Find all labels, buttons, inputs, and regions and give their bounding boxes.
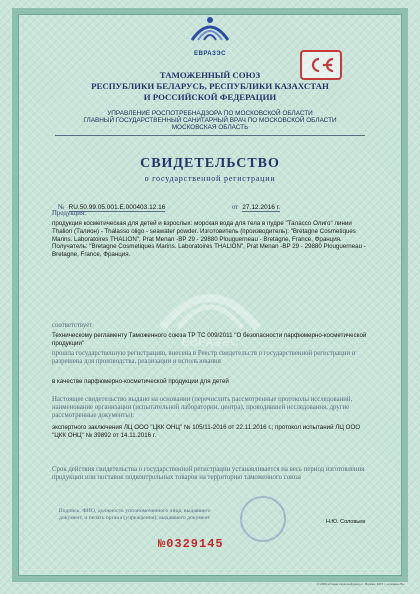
union-members-line1: РЕСПУБЛИКИ БЕЛАРУСЬ, РЕСПУБЛИКИ КАЗАХСТАН xyxy=(91,81,329,91)
number-label: № xyxy=(58,204,65,211)
serial-number: №0329145 xyxy=(158,537,224,551)
authority-line1: УПРАВЛЕНИЕ РОСПОТРЕБНАДЗОРА ПО МОСКОВСКОЙ ОБЛАСТИ xyxy=(107,110,313,117)
logo-text: ЕВРАЗЭС xyxy=(193,51,226,57)
date-label: от xyxy=(232,204,239,211)
signature-label: Подпись, ФИО, должность уполномоченного лица, выдавшего документ, и печать органа (учреждения), выдавшего документ xyxy=(58,508,211,521)
watermark-text: ЕВРАЗЭС xyxy=(181,335,239,349)
registration-date: 27.12.2016 г. xyxy=(242,204,281,211)
printer-footer: © 2009 «Гознак печатный двор» г. Москва, 2015 г. «уровень В» xyxy=(317,582,404,586)
registered-text: прошла государственную регистрацию, внесена в Реестр свидетельств о государственной регистрации и разрешена для производства, реализации и использования xyxy=(52,350,356,365)
signatory-name: Н.Ю. Соловьев xyxy=(326,519,366,525)
basis-value: экспертного заключения ЛЦ ООО "ЦКК ОНЦ" № 105/11-2016 от 22.11.2016 г.; протокол испытаний ЛЦ ООО "ЦКК ОНЦ" № 39892 от 14.11.2016 г. xyxy=(52,424,361,439)
basis-text: Настоящее свидетельство выдано на основании (перечислить рассмотренные протоколы исследований, наименование организации (испытательной лаборатории, центра), проводившей исследования, другие рассмотренные документы): xyxy=(52,396,353,419)
product-description: продукция косметическая для детей и взрослых: морская вода для тела в пудре "Талассо Олиго" линии Thalion (Талион) - Thalasso oligo - seawater powder. Изготовитель (производитель): "Bretagne Cosmetiques Marins. Laboratoires THALION", Prat Menan -BP 29 - 29880 Plouguerneau - Bretagne, France, Франция. Получатель: "Bretagne Cosmetiques Marins. Laboratoires THALION", Prat Menan -BP 29 - 29880 Plouguerneau - Bretagne, France, Франция. xyxy=(52,220,366,259)
union-members-line2: И РОССИЙСКОЙ ФЕДЕРАЦИИ xyxy=(143,92,277,102)
union-title: ТАМОЖЕННЫЙ СОЮЗ xyxy=(159,70,261,80)
watermark-emblem-icon xyxy=(142,268,278,338)
usage-text: в качестве парфюмерно-косметической продукции для детей xyxy=(52,378,229,385)
eurasec-emblem-icon xyxy=(182,10,238,48)
authority-underline xyxy=(55,134,365,136)
registration-date-row xyxy=(232,196,280,214)
official-seal-icon xyxy=(240,496,286,542)
conforms-text: Техническому регламенту Таможенного союза ТР ТС 009/2011 "О безопасности парфюмерно-косметической продукции" xyxy=(52,332,367,347)
eurasec-logo xyxy=(182,10,238,58)
conforms-label: соответствует xyxy=(52,322,93,329)
registration-number: RU.50.99.05.001.E.000403.12.16 xyxy=(68,204,166,211)
validity-text: Срок действия свидетельства о государственной регистрации устанавливается на весь период изготовления продукции или поставок подконтрольных товаров на территорию таможенного союза xyxy=(52,466,365,481)
authority-line3: МОСКОВСКАЯ ОБЛАСТЬ xyxy=(171,124,249,131)
document-title: СВИДЕТЕЛЬСТВО xyxy=(140,156,280,171)
authority-line2: ГЛАВНЫЙ ГОСУДАРСТВЕННЫЙ САНИТАРНЫЙ ВРАЧ ПО МОСКОВСКОЙ ОБЛАСТИ xyxy=(83,117,337,124)
document-subtitle: о государственной регистрации xyxy=(144,174,276,183)
product-label: Продукция: xyxy=(52,210,86,217)
